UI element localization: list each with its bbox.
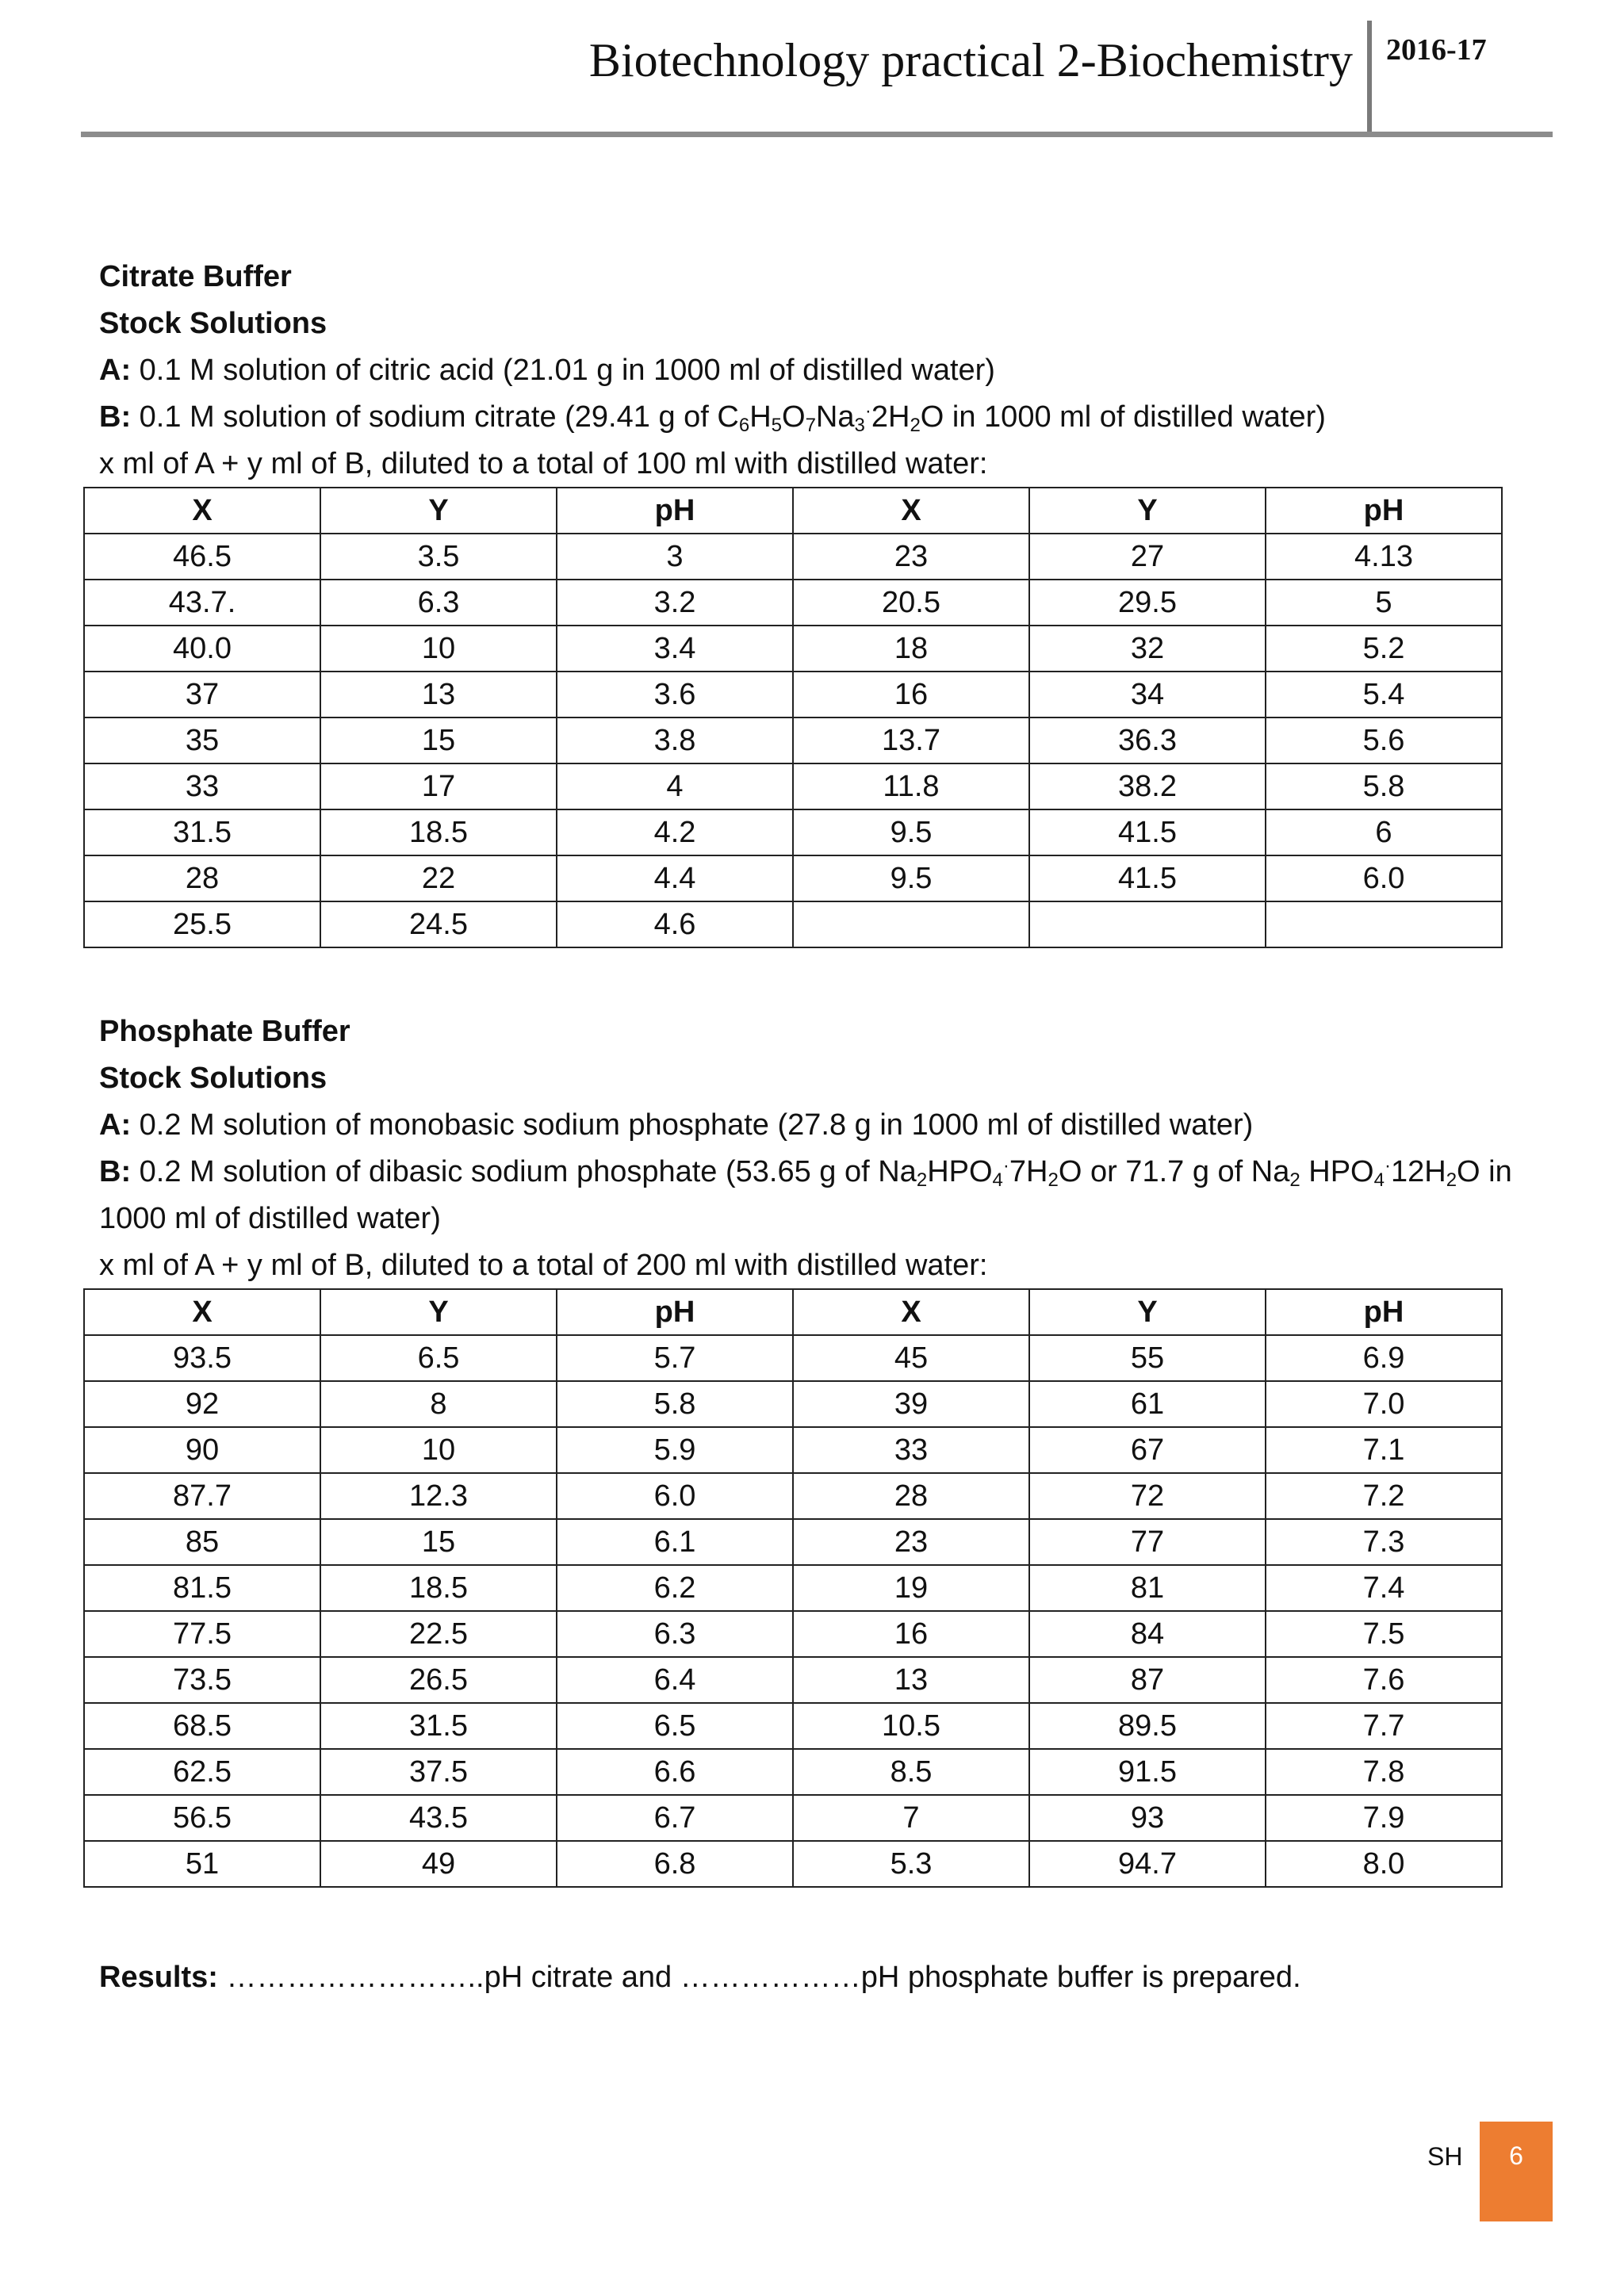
table-cell: 38.2: [1029, 763, 1266, 809]
table-cell: 72: [1029, 1473, 1266, 1519]
table-cell: 49: [320, 1841, 557, 1887]
header-rule: [81, 132, 1553, 137]
table-cell: 31.5: [84, 809, 320, 855]
citrate-stock-a: [99, 347, 1550, 394]
table-cell: 7: [793, 1795, 1029, 1841]
table-cell: 73.5: [84, 1657, 320, 1703]
table-cell: 6.1: [557, 1519, 793, 1565]
table-row: [84, 1519, 1502, 1565]
table-cell: 26.5: [320, 1657, 557, 1703]
stock-b-text: H: [749, 400, 772, 434]
table-cell: 19: [793, 1565, 1029, 1611]
stock-b-text: O or 71.7 g of Na: [1058, 1155, 1290, 1188]
table-cell: 7.0: [1266, 1381, 1502, 1427]
table-cell: 5.2: [1266, 626, 1502, 672]
table-cell: 28: [84, 855, 320, 901]
table-cell: 35: [84, 718, 320, 763]
table-row: [84, 901, 1502, 947]
table-cell: 46.5: [84, 534, 320, 580]
table-cell: 34: [1029, 672, 1266, 718]
table-cell: 9.5: [793, 855, 1029, 901]
table-cell: 4.6: [557, 901, 793, 947]
column-header: X: [793, 1289, 1029, 1335]
table-cell: 7.1: [1266, 1427, 1502, 1473]
table-cell: 6.4: [557, 1657, 793, 1703]
table-cell: 33: [793, 1427, 1029, 1473]
page-number: 6: [1509, 2141, 1523, 2170]
table-cell: 6.0: [557, 1473, 793, 1519]
phosphate-stock-a: [99, 1102, 1550, 1149]
table-cell: 6.9: [1266, 1335, 1502, 1381]
results-label: Results:: [99, 1961, 218, 1994]
table-cell: 4: [557, 763, 793, 809]
subscript: 2: [916, 1169, 928, 1191]
table-cell: 13: [320, 672, 557, 718]
stock-a-text: 0.2 M solution of monobasic sodium phosphate (27.8 g in 1000 ml of distilled water): [131, 1108, 1254, 1142]
table-cell: 67: [1029, 1427, 1266, 1473]
table-row: [84, 534, 1502, 580]
table-cell: 8.0: [1266, 1841, 1502, 1887]
table-cell: 40.0: [84, 626, 320, 672]
results-text: ……………………..pH citrate and ………………pH phosphate buffer is prepared.: [217, 1961, 1301, 1994]
table-cell: 7.6: [1266, 1657, 1502, 1703]
table-cell: 15: [320, 718, 557, 763]
table-cell: 6.2: [557, 1565, 793, 1611]
table-cell: 3: [557, 534, 793, 580]
table-cell: 5: [1266, 580, 1502, 626]
table-cell: 15: [320, 1519, 557, 1565]
table-cell: 11.8: [793, 763, 1029, 809]
table-cell: 6.6: [557, 1749, 793, 1795]
stock-b-text: 0.1 M solution of sodium citrate (29.41 g of C: [131, 400, 739, 434]
column-header: X: [84, 1289, 320, 1335]
superscript-dot: ·: [1002, 1155, 1009, 1177]
document-year: 2016-17: [1386, 33, 1487, 67]
stock-a-label: A:: [99, 354, 132, 387]
table-row: [84, 1657, 1502, 1703]
table-cell: 32: [1029, 626, 1266, 672]
subscript: 3: [854, 415, 865, 436]
table-cell: 45: [793, 1335, 1029, 1381]
phosphate-table: [83, 1288, 1503, 1888]
table-cell: 7.7: [1266, 1703, 1502, 1749]
phosphate-stock-b-continued: 1000 ml of distilled water): [99, 1202, 441, 1235]
table-cell: 4.13: [1266, 534, 1502, 580]
stock-b-text: HPO: [1300, 1155, 1374, 1188]
table-cell: 36.3: [1029, 718, 1266, 763]
table-cell: 6.3: [320, 580, 557, 626]
table-cell: 5.8: [557, 1381, 793, 1427]
table-cell: 93: [1029, 1795, 1266, 1841]
phosphate-section: [99, 1008, 1550, 1289]
table-cell: 4.2: [557, 809, 793, 855]
table-cell: 5.4: [1266, 672, 1502, 718]
superscript-dot: ·: [1384, 1155, 1391, 1177]
table-cell: 10: [320, 1427, 557, 1473]
stock-b-text: 12H: [1390, 1155, 1446, 1188]
table-cell: 61: [1029, 1381, 1266, 1427]
citrate-stock-b: [99, 394, 1550, 441]
column-header: Y: [320, 488, 557, 534]
table-row: [84, 1427, 1502, 1473]
table-row: [84, 1335, 1502, 1381]
table-cell: 6.5: [557, 1703, 793, 1749]
table-cell: 43.5: [320, 1795, 557, 1841]
table-cell: 43.7.: [84, 580, 320, 626]
table-cell: 81: [1029, 1565, 1266, 1611]
table-row: [84, 1841, 1502, 1887]
table-row: [84, 672, 1502, 718]
table-cell: 77: [1029, 1519, 1266, 1565]
table-cell: 16: [793, 672, 1029, 718]
subscript: 2: [910, 415, 921, 436]
stock-a-text: 0.1 M solution of citric acid (21.01 g in 1000 ml of distilled water): [131, 354, 995, 387]
table-cell: 91.5: [1029, 1749, 1266, 1795]
table-cell: 55: [1029, 1335, 1266, 1381]
table-cell: 7.5: [1266, 1611, 1502, 1657]
table-cell: 7.3: [1266, 1519, 1502, 1565]
table-cell: 22.5: [320, 1611, 557, 1657]
table-row: [84, 626, 1502, 672]
results-line: [99, 1954, 1301, 2001]
stock-b-text: O in 1000 ml of distilled water): [920, 400, 1326, 434]
table-cell: 29.5: [1029, 580, 1266, 626]
table-cell: 6.0: [1266, 855, 1502, 901]
subscript: 7: [805, 415, 816, 436]
table-cell: 13.7: [793, 718, 1029, 763]
table-cell: 3.2: [557, 580, 793, 626]
table-row: [84, 580, 1502, 626]
column-header: X: [793, 488, 1029, 534]
column-header: X: [84, 488, 320, 534]
table-row: [84, 763, 1502, 809]
phosphate-subheading: Stock Solutions: [99, 1062, 327, 1095]
table-cell: [1266, 901, 1502, 947]
table-cell: 31.5: [320, 1703, 557, 1749]
column-header: pH: [557, 488, 793, 534]
stock-b-text: O in: [1457, 1155, 1512, 1188]
table-cell: 10: [320, 626, 557, 672]
table-cell: 23: [793, 1519, 1029, 1565]
column-header: pH: [1266, 1289, 1502, 1335]
table-row: [84, 1703, 1502, 1749]
table-cell: 87.7: [84, 1473, 320, 1519]
stock-a-label: A:: [99, 1108, 132, 1142]
column-header: Y: [320, 1289, 557, 1335]
table-cell: 3.6: [557, 672, 793, 718]
table-cell: 22: [320, 855, 557, 901]
table-cell: 8: [320, 1381, 557, 1427]
superscript-dot: ·: [864, 400, 871, 422]
table-cell: 37: [84, 672, 320, 718]
table-cell: 6.7: [557, 1795, 793, 1841]
table-header-row: [84, 1289, 1502, 1335]
stock-b-label: B:: [99, 1155, 132, 1188]
table-cell: 68.5: [84, 1703, 320, 1749]
table-row: [84, 1473, 1502, 1519]
table-cell: 6.5: [320, 1335, 557, 1381]
stock-b-text: O: [782, 400, 806, 434]
table-cell: 7.9: [1266, 1795, 1502, 1841]
table-cell: 41.5: [1029, 855, 1266, 901]
subscript: 2: [1289, 1169, 1300, 1191]
header-divider: [1367, 21, 1372, 133]
subscript: 2: [1446, 1169, 1457, 1191]
table-cell: 9.5: [793, 809, 1029, 855]
table-cell: 94.7: [1029, 1841, 1266, 1887]
table-cell: 84: [1029, 1611, 1266, 1657]
table-header-row: [84, 488, 1502, 534]
table-row: [84, 809, 1502, 855]
table-cell: 5.8: [1266, 763, 1502, 809]
subscript: 4: [1373, 1169, 1385, 1191]
table-cell: 28: [793, 1473, 1029, 1519]
page-number-box: [1480, 2122, 1553, 2221]
table-cell: 37.5: [320, 1749, 557, 1795]
table-cell: 7.4: [1266, 1565, 1502, 1611]
citrate-subheading: Stock Solutions: [99, 307, 327, 340]
table-cell: 56.5: [84, 1795, 320, 1841]
table-cell: 93.5: [84, 1335, 320, 1381]
stock-b-text: 7H: [1009, 1155, 1048, 1188]
table-cell: 18.5: [320, 1565, 557, 1611]
citrate-table: [83, 487, 1503, 948]
table-cell: 3.8: [557, 718, 793, 763]
table-cell: 13: [793, 1657, 1029, 1703]
table-cell: 41.5: [1029, 809, 1266, 855]
table-cell: 39: [793, 1381, 1029, 1427]
table-cell: 5.9: [557, 1427, 793, 1473]
table-cell: 3.4: [557, 626, 793, 672]
table-cell: 20.5: [793, 580, 1029, 626]
table-cell: [793, 901, 1029, 947]
table-cell: 51: [84, 1841, 320, 1887]
table-cell: 62.5: [84, 1749, 320, 1795]
table-cell: 18.5: [320, 809, 557, 855]
stock-b-text: 0.2 M solution of dibasic sodium phosphate (53.65 g of Na: [131, 1155, 917, 1188]
table-cell: 85: [84, 1519, 320, 1565]
table-row: [84, 1611, 1502, 1657]
stock-b-label: B:: [99, 400, 132, 434]
table-row: [84, 1381, 1502, 1427]
phosphate-heading: Phosphate Buffer: [99, 1015, 350, 1048]
table-cell: 5.6: [1266, 718, 1502, 763]
table-cell: 16: [793, 1611, 1029, 1657]
phosphate-stock-b: [99, 1149, 1550, 1196]
table-cell: 17: [320, 763, 557, 809]
subscript: 2: [1048, 1169, 1059, 1191]
table-cell: 6: [1266, 809, 1502, 855]
column-header: pH: [557, 1289, 793, 1335]
table-row: [84, 855, 1502, 901]
table-cell: 23: [793, 534, 1029, 580]
table-cell: 3.5: [320, 534, 557, 580]
table-cell: 27: [1029, 534, 1266, 580]
table-cell: 6.8: [557, 1841, 793, 1887]
subscript: 4: [992, 1169, 1003, 1191]
table-cell: 6.3: [557, 1611, 793, 1657]
column-header: Y: [1029, 488, 1266, 534]
table-cell: 5.3: [793, 1841, 1029, 1887]
table-row: [84, 1795, 1502, 1841]
subscript: 5: [771, 415, 782, 436]
table-cell: 4.4: [557, 855, 793, 901]
table-cell: 77.5: [84, 1611, 320, 1657]
table-cell: 12.3: [320, 1473, 557, 1519]
footer-initials: SH: [1427, 2142, 1463, 2171]
table-row: [84, 1749, 1502, 1795]
table-cell: 92: [84, 1381, 320, 1427]
table-row: [84, 1565, 1502, 1611]
column-header: Y: [1029, 1289, 1266, 1335]
citrate-section: [99, 254, 1550, 488]
column-header: pH: [1266, 488, 1502, 534]
table-cell: 7.2: [1266, 1473, 1502, 1519]
stock-b-text: HPO: [927, 1155, 993, 1188]
table-cell: 89.5: [1029, 1703, 1266, 1749]
table-cell: 8.5: [793, 1749, 1029, 1795]
table-cell: 18: [793, 626, 1029, 672]
subscript: 6: [738, 415, 750, 436]
table-row: [84, 718, 1502, 763]
citrate-instruction: x ml of A + y ml of B, diluted to a total of 100 ml with distilled water:: [99, 447, 988, 480]
stock-b-text: Na: [815, 400, 855, 434]
table-cell: 87: [1029, 1657, 1266, 1703]
table-cell: 81.5: [84, 1565, 320, 1611]
stock-b-text: 2H: [871, 400, 910, 434]
table-cell: [1029, 901, 1266, 947]
table-cell: 24.5: [320, 901, 557, 947]
phosphate-instruction: x ml of A + y ml of B, diluted to a total of 200 ml with distilled water:: [99, 1249, 988, 1282]
table-cell: 25.5: [84, 901, 320, 947]
citrate-heading: Citrate Buffer: [99, 260, 292, 293]
table-cell: 5.7: [557, 1335, 793, 1381]
table-cell: 90: [84, 1427, 320, 1473]
document-title: Biotechnology practical 2-Biochemistry: [588, 34, 1353, 86]
table-cell: 33: [84, 763, 320, 809]
table-cell: 7.8: [1266, 1749, 1502, 1795]
table-cell: 10.5: [793, 1703, 1029, 1749]
